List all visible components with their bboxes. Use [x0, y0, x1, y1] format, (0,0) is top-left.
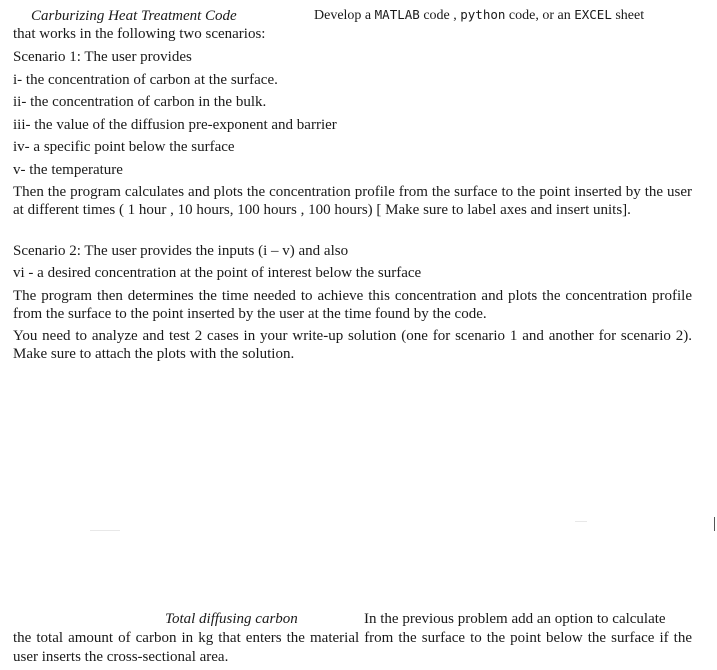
edge-marker — [714, 517, 715, 531]
input-item-ii: ii- the concentration of carbon in the bulk. — [13, 94, 267, 110]
faint-mark — [575, 521, 587, 522]
section-title-carburizing: Carburizing Heat Treatment Code — [31, 8, 237, 24]
intro-line: that works in the following two scenarios: — [13, 26, 266, 42]
section-title-total-diffusing: Total diffusing carbon — [165, 611, 298, 627]
scenario1-heading: Scenario 1: The user provides — [13, 49, 192, 65]
scenario2-description: The program then determines the time needed to achieve this concentration and plots the concentration profile from the surface to the point inserted by the user at the time found by the code. — [13, 288, 692, 322]
excel-keyword: EXCEL — [574, 7, 612, 22]
input-item-v: v- the temperature — [13, 162, 123, 178]
section2-body: the total amount of carbon in kg that enters the material from the surface to the point below the surface if the user inserts the cross-sectional area. — [13, 630, 692, 665]
input-item-iv: iv- a specific point below the surface — [13, 139, 235, 155]
faint-mark — [90, 530, 120, 531]
analysis-note: You need to analyze and test 2 cases in your write-up solution (one for scenario 1 and another for scenario 2). Make sure to attach the plots with the solution. — [13, 328, 692, 362]
input-item-i: i- the concentration of carbon at the surface. — [13, 72, 278, 88]
scenario2-heading: Scenario 2: The user provides the inputs (i – v) and also — [13, 243, 349, 259]
python-keyword: python — [460, 7, 506, 22]
task-header: Develop a MATLAB code , python code, or an EXCEL sheet — [314, 7, 645, 23]
section2-lead: In the previous problem add an option to calculate — [364, 611, 666, 627]
input-item-iii: iii- the value of the diffusion pre-exponent and barrier — [13, 117, 337, 133]
scenario2-input-vi: vi - a desired concentration at the point of interest below the surface — [13, 265, 422, 281]
matlab-keyword: MATLAB — [374, 7, 420, 22]
scenario1-description: Then the program calculates and plots the concentration profile from the surface to the point inserted by the user at different times ( 1 hour , 10 hours, 100 hours , 100 hours) [ Make sure to label axes and insert units]. — [13, 184, 692, 218]
